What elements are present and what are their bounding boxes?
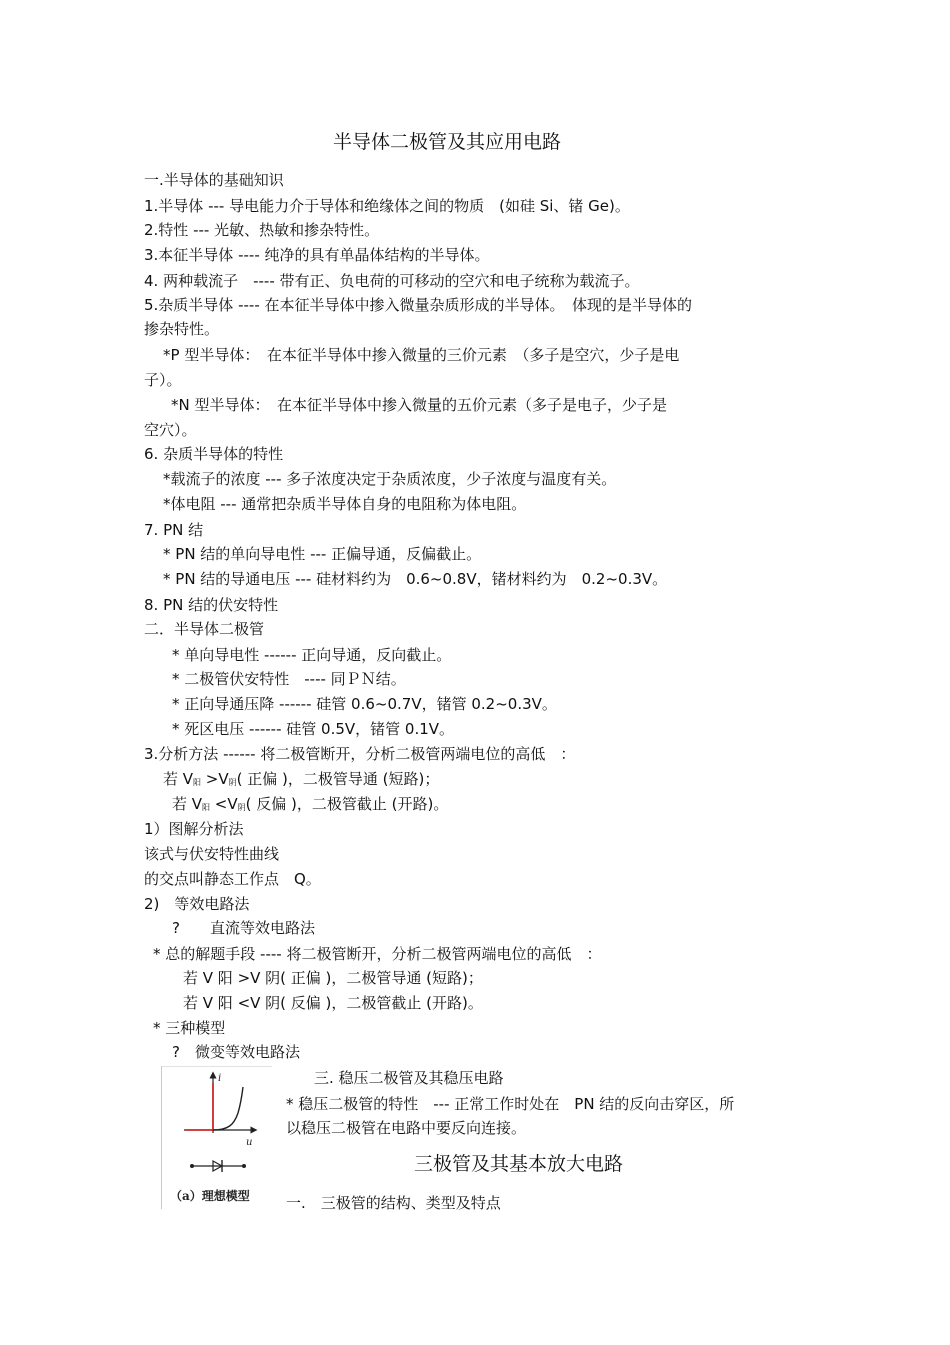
chapter-title: 三极管及其基本放大电路 [414,1153,624,1175]
axis-label-i: i [218,1073,222,1084]
text-line: 6. 杂质半导体的特性 [144,445,284,463]
forward-curve [213,1087,243,1130]
text-line: 1.半导体 --- 导电能力介于导体和绝缘体之间的物质 (如硅 Si、锗 Ge)。 [144,197,630,215]
text-line: * PN 结的单向导电性 --- 正偏导通，反偏截止。 [163,545,482,563]
text-line: 3.分析方法 ------ 将二极管断开，分析二极管两端电位的高低 ： [144,745,576,763]
text-line: 空穴）。 [144,421,197,439]
condition-line-forward: 若 $V_阳 >V_阴$( 正偏 )，二极管导通 (短路)； [163,770,440,788]
text-line: * 死区电压 ------ 硅管 0.5V，锗管 0.1V。 [172,720,455,738]
figure-caption: （a）理想模型 [170,1189,250,1203]
text-line: 2) 等效电路法 [144,895,250,913]
text-line: * 正向导通压降 ------ 硅管 0.6~0.7V，锗管 0.2~0.3V。 [172,695,557,713]
text-line: * 三种模型 [153,1019,226,1037]
text-line: ? 直流等效电路法 [172,919,315,937]
text-line: * 稳压二极管的特性 --- 正常工作时处在 PN 结的反向击穿区，所 [286,1095,735,1113]
text-line: * 总的解题手段 ---- 将二极管断开，分析二极管两端电位的高低 ： [153,945,602,963]
text-line: 若 V 阳 >V 阴( 正偏 )，二极管导通 (短路)； [183,969,483,987]
text-line: * 单向导电性 ------ 正向导通，反向截止。 [172,646,452,664]
axis-label-u: u [246,1137,253,1148]
text-line: 7. PN 结 [144,521,204,539]
text-line: ? 微变等效电路法 [172,1043,300,1061]
section-heading-2: 二．半导体二极管 [144,620,265,638]
text-line: 3.本征半导体 ---- 纯净的具有单晶体结构的半导体。 [144,246,490,264]
ideal-model-iv-diagram [162,1067,272,1187]
text-line: 8. PN 结的伏安特性 [144,596,279,614]
text-line: 掺杂特性。 [144,320,220,338]
text-line: 子）。 [144,371,182,389]
text-line: * PN 结的导通电压 --- 硅材料约为 0.6~0.8V，锗材料约为 0.2~0.3V。 [163,570,668,588]
text-line: *体电阻 --- 通常把杂质半导体自身的电阻称为体电阻。 [163,495,527,513]
section-heading-4: 一. 三极管的结构、类型及特点 [286,1194,501,1212]
text-line: 2.特性 --- 光敏、热敏和掺杂特性。 [144,221,380,239]
iv-curve [186,1083,213,1130]
text-line: *N 型半导体： 在本征半导体中掺入微量的五价元素（多子是电子，少子是 [171,396,667,414]
text-line: 1）图解分析法 [144,820,244,838]
text-line: *载流子的浓度 --- 多子浓度决定于杂质浓度，少子浓度与温度有关。 [163,470,617,488]
text-line: *P 型半导体： 在本征半导体中掺入微量的三价元素 （多子是空穴，少子是电 [163,346,680,364]
section-heading-3: 三. 稳压二极管及其稳压电路 [314,1069,504,1087]
text-line: 以稳压二极管在电路中要反向连接。 [286,1119,527,1137]
text-line: 的交点叫静态工作点 Q。 [144,870,321,888]
diode-symbol-icon [190,1160,246,1172]
text-line: 该式与伏安特性曲线 [144,845,280,863]
text-line: 若 V 阳 <V 阴( 反偏 )，二极管截止 (开路)。 [183,994,483,1012]
section-heading-1: 一.半导体的基础知识 [144,171,284,189]
ideal-model-figure [161,1066,272,1209]
text-line: 4. 两种载流子 ---- 带有正、负电荷的可移动的空穴和电子统称为载流子。 [144,272,640,290]
text-line: * 二极管伏安特性 ---- 同ＰＮ结。 [172,670,406,688]
condition-line-reverse: 若 $V_阳 <V_阴$( 反偏 )，二极管截止 (开路)。 [172,795,449,813]
text-line: 5.杂质半导体 ---- 在本征半导体中掺入微量杂质形成的半导体。 体现的是半导体的 [144,296,693,314]
document-title: 半导体二极管及其应用电路 [333,131,562,153]
